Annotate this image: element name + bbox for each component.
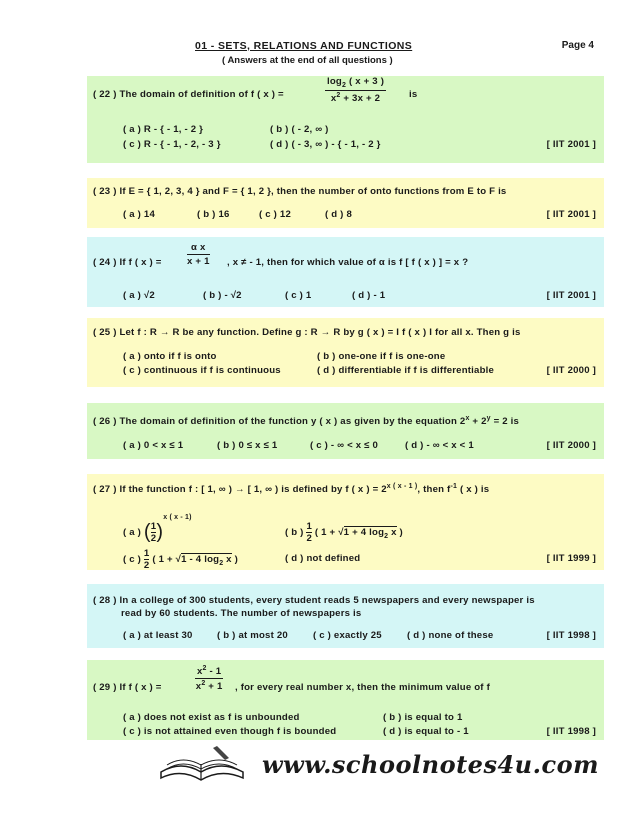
q24-option-a: ( a ) √2 [123,290,155,301]
question-23 [87,178,604,228]
q26-option-a: ( a ) 0 < x ≤ 1 [123,440,184,451]
q27-option-d: ( d ) not defined [285,553,361,564]
q27-option-c: ( c ) $\frac{1}{2}$ ( 1 + √1 - 4 $\log_2 x$ ) [123,548,238,571]
q25-option-c: ( c ) continuous if f is continuous [123,365,281,376]
q22-option-a: ( a ) R - { - 1, - 2 } [123,124,204,135]
q29-tail: , for every real number x, then the minimum value of f [235,682,490,693]
q23-option-a: ( a ) 14 [123,209,155,220]
q27-option-b: ( b ) $\frac{1}{2}$ ( 1 + √1 + 4 $\log_2 x$ ) [285,521,403,544]
q22-year: [ IIT 2001 ] [546,139,596,150]
q22-option-b: ( b ) ( - 2, ∞ ) [270,124,329,135]
chapter-title: 01 - SETS, RELATIONS AND FUNCTIONS [195,40,413,52]
q24-option-d: ( d ) - 1 [352,290,386,301]
q24-fraction: $\frac{\text{α x}}{x + 1}$ [187,242,210,267]
q29-option-a: ( a ) does not exist as f is unbounded [123,712,300,723]
q23-stem: ( 23 ) If E = { 1, 2, 3, 4 } and F = { 1, 2 }, then the number of onto functions from E to F is [93,186,507,197]
q22-tail: is [409,89,418,100]
q24-year: [ IIT 2001 ] [546,290,596,301]
question-28 [87,584,604,648]
q28-option-c: ( c ) exactly 25 [313,630,382,641]
q27-year: [ IIT 1999 ] [546,553,596,564]
q25-option-b: ( b ) one-one if f is one-one [317,351,446,362]
page-header [0,40,638,70]
q25-option-a: ( a ) onto if f is onto [123,351,217,362]
q29-year: [ IIT 1998 ] [546,726,596,737]
q29-stem: ( 29 ) If f ( x ) = [93,682,162,693]
q22-option-c: ( c ) R - { - 1, - 2, - 3 } [123,139,221,150]
q22-fraction: $\frac{\log_2 ( x + 3 )}{x^2 + 3x + 2}$ [327,76,385,105]
subtitle: ( Answers at the end of all questions ) [222,55,393,66]
website-url: www.schoolnotes4u.com [262,750,599,779]
q26-year: [ IIT 2000 ] [546,440,596,451]
q28-option-d: ( d ) none of these [407,630,494,641]
q22-stem: ( 22 ) The domain of definition of f ( x ) = [93,89,284,100]
q25-year: [ IIT 2000 ] [546,365,596,376]
page-number: Page 4 [561,40,594,51]
q24-tail: , x ≠ - 1, then for which value of α is f [ f ( x ) ] = x ? [227,257,469,268]
q23-year: [ IIT 2001 ] [546,209,596,220]
q24-stem: ( 24 ) If f ( x ) = [93,257,162,268]
q25-stem: ( 25 ) Let f : R → R be any function. Define g : R → R by g ( x ) = I f ( x ) I for all x. Then g is [93,327,521,338]
question-25 [87,318,604,387]
q24-option-c: ( c ) 1 [285,290,312,301]
q25-option-d: ( d ) differentiable if f is differentiable [317,365,495,376]
q28-option-b: ( b ) at most 20 [217,630,288,641]
question-27 [87,474,604,570]
q27-stem: ( 27 ) If the function f : [ 1, ∞ ) → [ 1, ∞ ) is defined by f ( x ) = $2^{x ( x - 1 )}$, then $f^{-1}$ ( x ) is [93,483,490,496]
q28-stem-line1: ( 28 ) In a college of 300 students, every student reads 5 newspapers and every newspaper is [93,595,535,606]
question-24 [87,237,604,307]
q28-stem-line2: read by 60 students. The number of newspapers is [121,608,362,619]
q27-option-a: ( a ) ( $\frac{1}{2}$ )$^{x ( x - 1)}$ [123,513,192,544]
q26-option-b: ( b ) 0 ≤ x ≤ 1 [217,440,278,451]
q26-option-c: ( c ) - ∞ < x ≤ 0 [310,440,379,451]
q23-option-d: ( d ) 8 [325,209,352,220]
footer-logo [157,742,599,786]
q29-fraction: $\frac{x^2 - 1}{x^2 + 1}$ [195,665,223,693]
q29-option-c: ( c ) is not attained even though f is bounded [123,726,337,737]
q26-stem: ( 26 ) The domain of definition of the function y ( x ) as given by the equation $2^x + 2^y = 2$ is [93,415,520,428]
q29-option-d: ( d ) is equal to - 1 [383,726,469,737]
q28-option-a: ( a ) at least 30 [123,630,193,641]
question-26 [87,403,604,459]
q23-option-c: ( c ) 12 [259,209,291,220]
book-icon [157,742,247,786]
q29-option-b: ( b ) is equal to 1 [383,712,463,723]
question-29 [87,660,604,740]
q23-option-b: ( b ) 16 [197,209,230,220]
q24-option-b: ( b ) - √2 [203,290,242,301]
question-22 [87,76,604,163]
q28-year: [ IIT 1998 ] [546,630,596,641]
q26-option-d: ( d ) - ∞ < x < 1 [405,440,474,451]
q22-option-d: ( d ) ( - 3, ∞ ) - { - 1, - 2 } [270,139,381,150]
